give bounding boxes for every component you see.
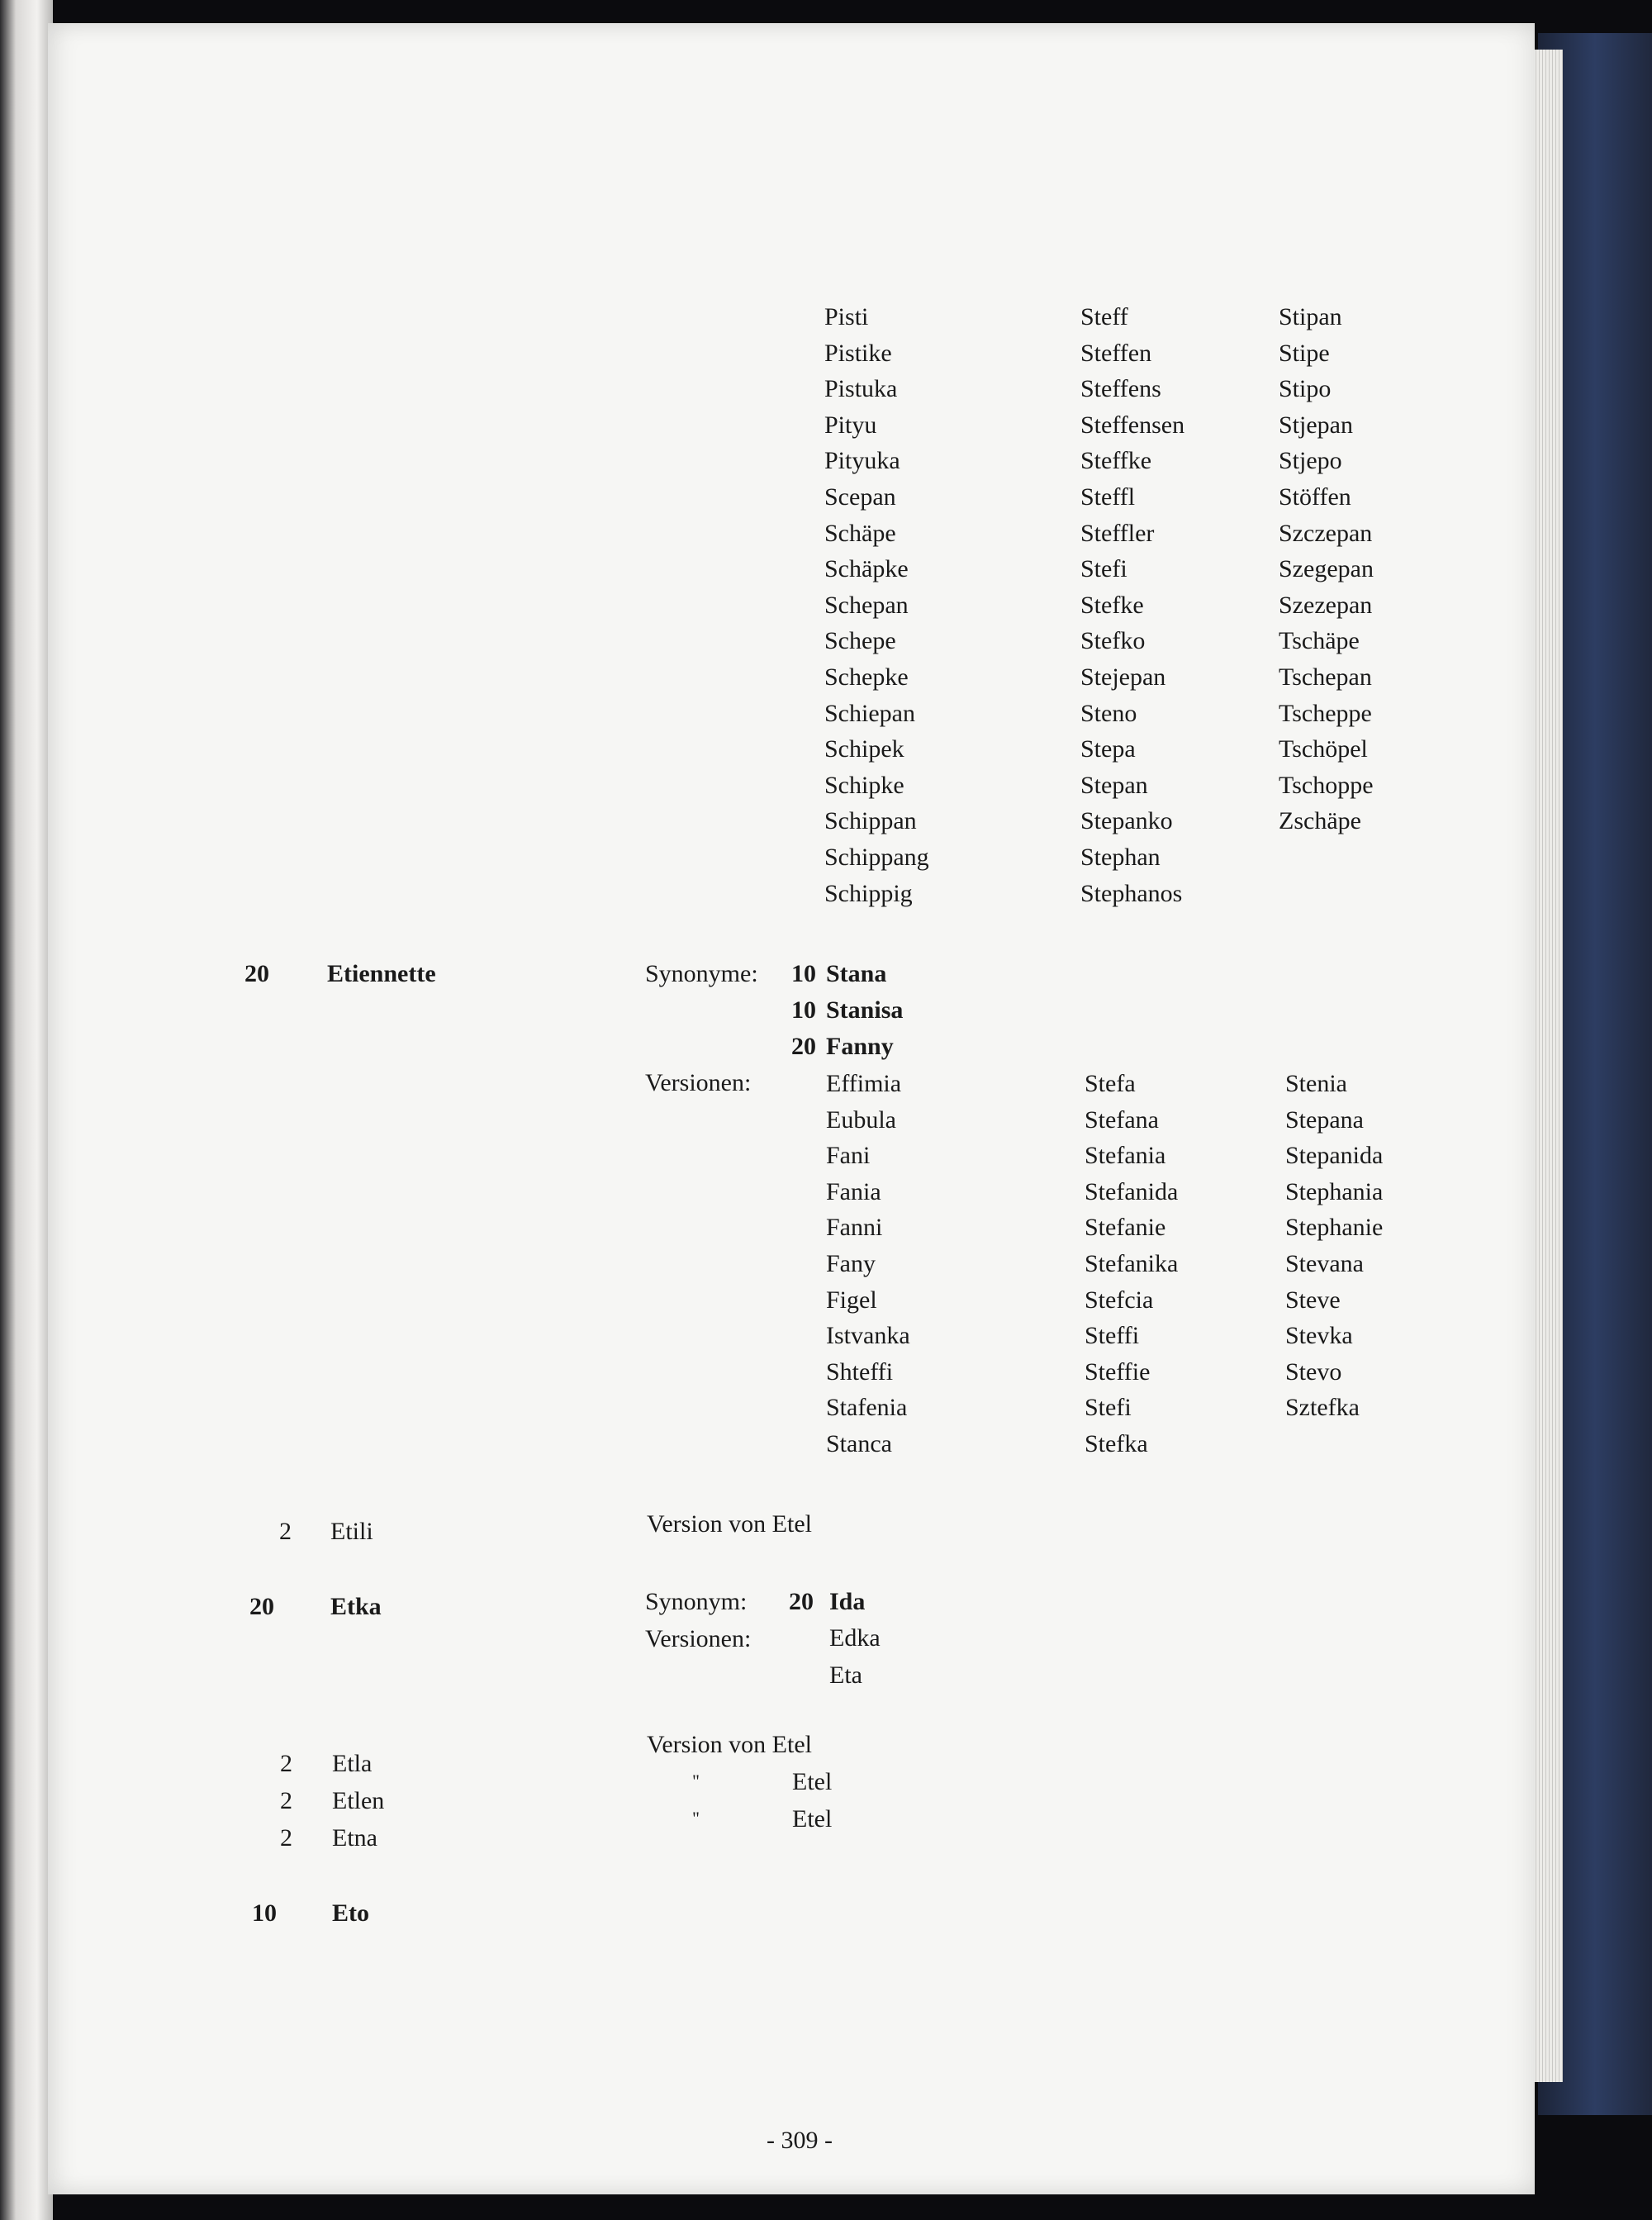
version-name: Tscheppe (1279, 699, 1372, 727)
version-name: Stefka (1085, 1429, 1148, 1457)
version-name: Stephanos (1080, 879, 1183, 907)
version-name: Stepan (1080, 771, 1148, 799)
version-name: Stenia (1285, 1070, 1347, 1097)
version-name: Stipo (1279, 375, 1332, 403)
versions-column-2 (1085, 1066, 1178, 1462)
version-name: Steffi (1085, 1322, 1140, 1350)
versions-label: Versionen: (645, 1625, 752, 1652)
version-name: Steffler (1080, 519, 1155, 547)
entry-count: 2 (279, 1518, 292, 1545)
version-name: Schippan (824, 807, 917, 835)
entry-reference: Etel (792, 1768, 833, 1795)
version-name: Schepke (824, 663, 909, 691)
version-name: Szezepan (1279, 591, 1373, 619)
version-name: Fany (826, 1249, 876, 1277)
version-name: Stevo (1285, 1357, 1342, 1386)
entry-name: Etla (332, 1750, 373, 1777)
versions-column-1 (824, 299, 929, 911)
entry-count: 20 (244, 960, 269, 987)
version-name: Stejepan (1080, 663, 1166, 691)
version-name: Stefa (1085, 1070, 1136, 1097)
version-name: Tschäpe (1279, 627, 1360, 655)
version-name: Pisti (824, 303, 869, 330)
entry-count: 2 (280, 1824, 292, 1852)
version-name: Stefanida (1085, 1177, 1179, 1205)
synonym-count: 10 (791, 960, 816, 987)
entry-name: Etna (332, 1824, 377, 1852)
entry-name: Etiennette (327, 960, 436, 987)
version-name: Tschepan (1279, 663, 1372, 691)
version-name: Stefania (1085, 1142, 1166, 1170)
entry-text: Version von Etel (647, 1510, 812, 1538)
version-name: Schäpe (824, 519, 896, 547)
version-name: Stepanida (1285, 1142, 1384, 1170)
version-name: Shteffi (826, 1357, 894, 1386)
entry-name: Etlen (332, 1787, 385, 1814)
version-name: Pityuka (824, 447, 900, 475)
page-number: - 309 - (767, 2127, 833, 2154)
synonym-count: 20 (789, 1588, 814, 1615)
version-name: Stefcia (1085, 1286, 1154, 1314)
version-name: Schiepan (824, 699, 915, 727)
version-name: Scepan (824, 483, 896, 511)
version-name: Edka (829, 1624, 881, 1652)
version-name: Stefko (1080, 627, 1146, 655)
version-name: Stjepan (1279, 411, 1353, 439)
version-name: Stöffen (1279, 483, 1351, 511)
ditto-mark: " (692, 1808, 700, 1828)
version-name: Istvanka (826, 1322, 910, 1350)
version-name: Effimia (826, 1070, 902, 1097)
version-name: Szczepan (1279, 519, 1373, 547)
version-name: Stephan (1080, 843, 1161, 871)
versions-label: Versionen: (645, 1069, 752, 1096)
book-spine-edge (0, 0, 53, 2220)
version-name: Stepana (1285, 1105, 1364, 1134)
version-name: Stevana (1285, 1249, 1364, 1277)
version-name: Stephanie (1285, 1214, 1384, 1242)
ditto-mark: " (692, 1771, 700, 1791)
version-name: Schepan (824, 591, 909, 619)
version-name: Steffen (1080, 339, 1152, 367)
version-name: Schippig (824, 879, 913, 907)
entry-reference: Etel (792, 1805, 833, 1833)
synonym-label: Synonym: (645, 1588, 748, 1615)
version-name: Schipek (824, 735, 904, 763)
version-name: Szegepan (1279, 555, 1374, 583)
version-name: Stanca (826, 1429, 892, 1457)
version-name: Zschäpe (1279, 807, 1361, 835)
version-name: Tschöpel (1279, 735, 1368, 763)
entry-name: Eto (332, 1899, 369, 1927)
version-name: Pistuka (824, 375, 898, 403)
version-name: Stefi (1085, 1394, 1132, 1422)
version-name: Fanni (826, 1214, 883, 1242)
version-name: Tschoppe (1279, 771, 1374, 799)
version-name: Schepe (824, 627, 896, 655)
versions-column-1 (826, 1066, 910, 1462)
version-name: Stjepo (1279, 447, 1342, 475)
version-name: Pistike (824, 339, 892, 367)
version-name: Stefana (1085, 1105, 1159, 1134)
version-name: Schipke (824, 771, 904, 799)
version-name: Stipe (1279, 339, 1330, 367)
synonym-name: Stana (826, 960, 887, 987)
version-name: Schäpke (824, 555, 909, 583)
version-name: Stepa (1080, 735, 1136, 763)
version-name: Steff (1080, 303, 1128, 330)
entry-count: 10 (252, 1899, 277, 1927)
version-name: Stefanie (1085, 1214, 1166, 1242)
version-name: Steffie (1085, 1357, 1151, 1386)
synonym-count: 20 (791, 1033, 816, 1060)
version-name: Steffens (1080, 375, 1161, 403)
synonym-name: Ida (829, 1588, 866, 1615)
version-name: Figel (826, 1286, 877, 1314)
entry-count: 2 (280, 1750, 292, 1777)
version-name: Stefi (1080, 555, 1127, 583)
synonym-name: Stanisa (826, 996, 904, 1024)
entry-count: 2 (280, 1787, 292, 1814)
entry-text: Version von Etel (647, 1731, 812, 1758)
version-name: Steffke (1080, 447, 1152, 475)
entry-name: Etka (330, 1593, 382, 1620)
synonym-count: 10 (791, 996, 816, 1024)
version-name: Stafenia (826, 1394, 908, 1422)
book-page (48, 23, 1535, 2194)
synonym-name: Fanny (826, 1033, 894, 1060)
version-name: Sztefka (1285, 1394, 1360, 1422)
version-name: Pityu (824, 411, 877, 439)
version-name: Eta (829, 1661, 862, 1689)
version-name: Stefke (1080, 591, 1144, 619)
synonyms-label: Synonyme: (645, 960, 758, 987)
version-name: Stefanika (1085, 1249, 1179, 1277)
version-name: Stevka (1285, 1322, 1353, 1350)
version-name: Steffensen (1080, 411, 1185, 439)
versions-column-3 (1279, 299, 1374, 839)
version-name: Steffl (1080, 483, 1136, 511)
version-name: Schippang (824, 843, 929, 871)
versions-column-3 (1285, 1066, 1383, 1426)
version-name: Stephania (1285, 1177, 1384, 1205)
version-name: Eubula (826, 1105, 896, 1134)
version-name: Fani (826, 1142, 871, 1170)
versions-column-2 (1080, 299, 1184, 911)
version-name: Stipan (1279, 303, 1342, 330)
version-name: Steno (1080, 699, 1137, 727)
version-name: Steve (1285, 1286, 1341, 1314)
entry-count: 20 (249, 1593, 274, 1620)
version-name: Stepanko (1080, 807, 1173, 835)
entry-name: Etili (330, 1518, 373, 1545)
version-name: Fania (826, 1177, 881, 1205)
